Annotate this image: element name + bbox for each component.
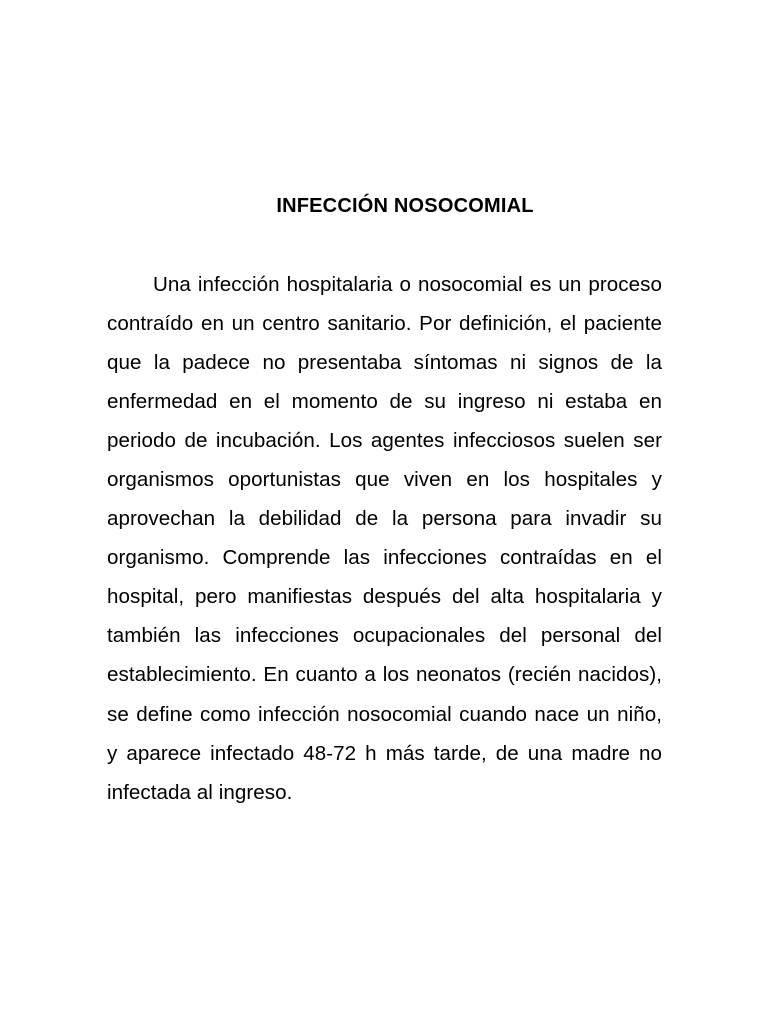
body-paragraph: Una infección hospitalaria o nosocomial es un proceso contraído en un centro sanitario. Por definición, el paciente que la padece no presentaba síntomas ni signos de la enfermedad en el momento de su ingreso ni estaba en periodo de incubación. Los agentes infecciosos suelen ser organismos oportunistas que viven en los hospitales y aprovechan la debilidad de la persona para invadir su organismo. Comprende las infecciones contraídas en el hospital, pero manifiestas después del alta hospitalaria y también las infecciones ocupacionales del personal del establecimiento. En cuanto a los neonatos (recién nacidos), se define como infección nosocomial cuando nace un niño, y aparece infectado 48-72 h más tarde, de una madre no infectada al ingreso. [107,273,662,804]
document-title: INFECCIÓN NOSOCOMIAL [276,195,534,217]
